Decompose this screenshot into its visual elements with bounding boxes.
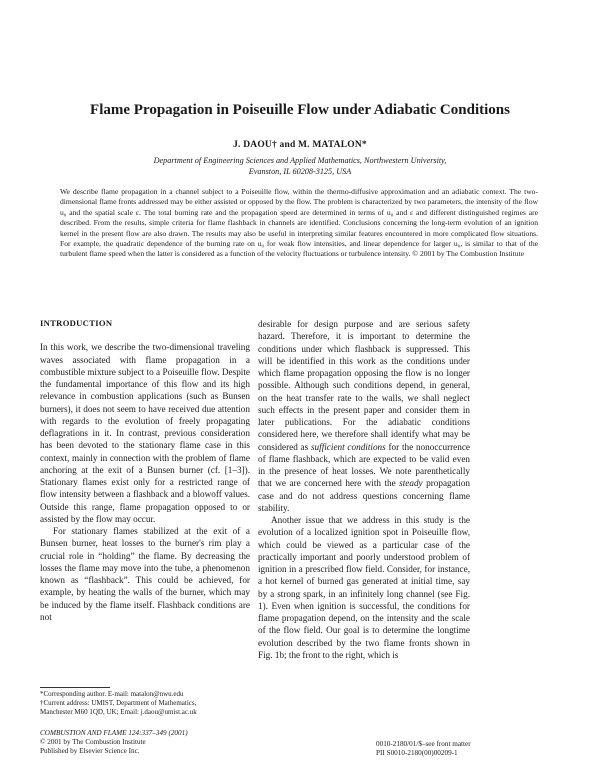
left-column <box>40 317 250 623</box>
paper-title: Flame Propagation in Poiseuille Flow under Adiabatic Conditions <box>90 102 510 118</box>
intro-paragraph-2: For stationary flames stabilized at the exit of a Bunsen burner, heat losses to the burner's rim play a crucial role in “holding” the flame. By decreasing the losses the flame may move into the tube, a phenomenon known as “flashback”. This could be achieved, for example, by heating the walls of the burner, which may be induced by the flame itself. Flashback conditions are not <box>40 526 250 622</box>
affiliation-line-1: Department of Engineering Sciences and Applied Mathematics, Northwestern University, <box>153 156 447 165</box>
intro-paragraph-4: Another issue that we address in this study is the evolution of a localized ignition spot in Poiseuille flow, which could be viewed as a particular case of the practically important and poorly understood problem of ignition in a prescribed flow field. Consider, for instance, a hot kernel of burned gas generated at initial time, say by a strong spark, in an infinitely long channel (see Fig. 1). Even when ignition is successful, the conditions for flame propagation depend, on the intensity and the scale of the flow field. Our goal is to determine the longtime evolution described by the two flame fronts shown in Fig. 1b; the front to the right, which is <box>258 515 470 660</box>
copyright-line: © 2001 by The Combustion Institute <box>40 737 146 746</box>
footnote-corresponding: *Corresponding author. E-mail: matalon@nwu.edu <box>40 690 184 698</box>
section-heading: INTRODUCTION <box>40 318 113 328</box>
intro-paragraph-1: In this work, we describe the two-dimensional traveling waves associated with flame propagation in a combustible mixture subject to a Poiseuille flow. Despite the fundamental importance of this flow and its high relevance in combustion applications (such as Bunsen burners), it does not seem to have received due attention with regards to the evolution of freely propagating deflagrations in it. In contrast, previous consideration has been devoted to the stationary flame case in this context, mainly in connection with the problem of flame anchoring at the exit of a Bunsen burner (cf. [1–3]). Stationary flames exist only for a restricted range of flow intensity between a flashback and a blowoff values. Outside this range, flame propagation opposed to or assisted by the flow may occur. <box>40 342 250 524</box>
issn-info <box>376 740 558 758</box>
pii-line: PII S0010-2180(00)00209-1 <box>376 748 458 757</box>
emphasis-sufficient-conditions: sufficient conditions <box>310 441 386 452</box>
issn-line: 0010-2180/01/$–see front matter <box>376 740 471 748</box>
intro-paragraph-3-part-b: for the nonoccurrence of flame flashback, which are expected to be valid even in the presence of heat losses. We note parenthetically that we are concerned here with the <box>258 441 471 489</box>
affiliation-line-2: Evanston, IL 60208-3125, USA <box>248 167 352 176</box>
journal-citation: COMBUSTION AND FLAME 124:337–349 (2001) <box>40 729 188 737</box>
abstract: We describe flame propagation in a channel subject to a Poiseuille flow, within the thermo-diffusive approximation and an adiabatic context. The two-dimensional flame fronts addressed may be either assisted or opposed by the flow. The problem is characterized by two parameters, the intensity of the flow u₀ and the spatial scale ε. The total burning rate and the propagation speed are determined in terms of u₀ and ε and different distinguished regimes are described. From the results, simple criteria for flame flashback in channels are identified. Conclusions concerning the long-term evolution of an ignition kernel in the present flow are also drawn. The results may also be useful in interpreting similar features encountered in more complicated flow situations. For example, the quadratic dependence of the burning rate on u₀ for weak flow intensities, and linear dependence for larger u₀, is similar to that of the turbulent flame speed when the latter is considered as a function of the velocity fluctuations or turbulence intensity. © 2001 by The Combustion Institute <box>60 187 538 259</box>
footnote-current-address-2: Manchester M60 1QD, UK; Email: j.daou@umist.ac.uk <box>40 707 197 716</box>
intro-paragraph-3-part-c: propagation case and do not address questions concerning flame stability. <box>258 478 471 513</box>
right-column <box>258 318 470 661</box>
footnote-divider <box>40 687 110 688</box>
affiliation <box>60 155 540 177</box>
footnotes <box>40 690 270 716</box>
intro-paragraph-3 <box>258 318 470 514</box>
journal-info <box>40 729 270 755</box>
emphasis-steady: steady <box>399 478 423 489</box>
footnote-current-address-1: †Current address: UMIST, Department of Mathematics, <box>40 698 197 707</box>
publisher-line: Published by Elsevier Science Inc. <box>40 746 140 755</box>
paper-authors: J. DAOU† and M. MATALON* <box>233 140 367 150</box>
intro-paragraph-3-part-a: desirable for design purpose and are serious safety hazard. Therefore, it is important to determine the conditions under which flashback is suppressed. This will be identified in this work as the conditions under which flame propagation opposing the flow is no longer possible. Although such conditions depend, in general, on the heat transfer rate to the walls, we shall neglect such effects in the present paper and consider them in later publications. For the adiabatic conditions considered here, we therefore shall identify what may be considered as <box>258 319 470 452</box>
